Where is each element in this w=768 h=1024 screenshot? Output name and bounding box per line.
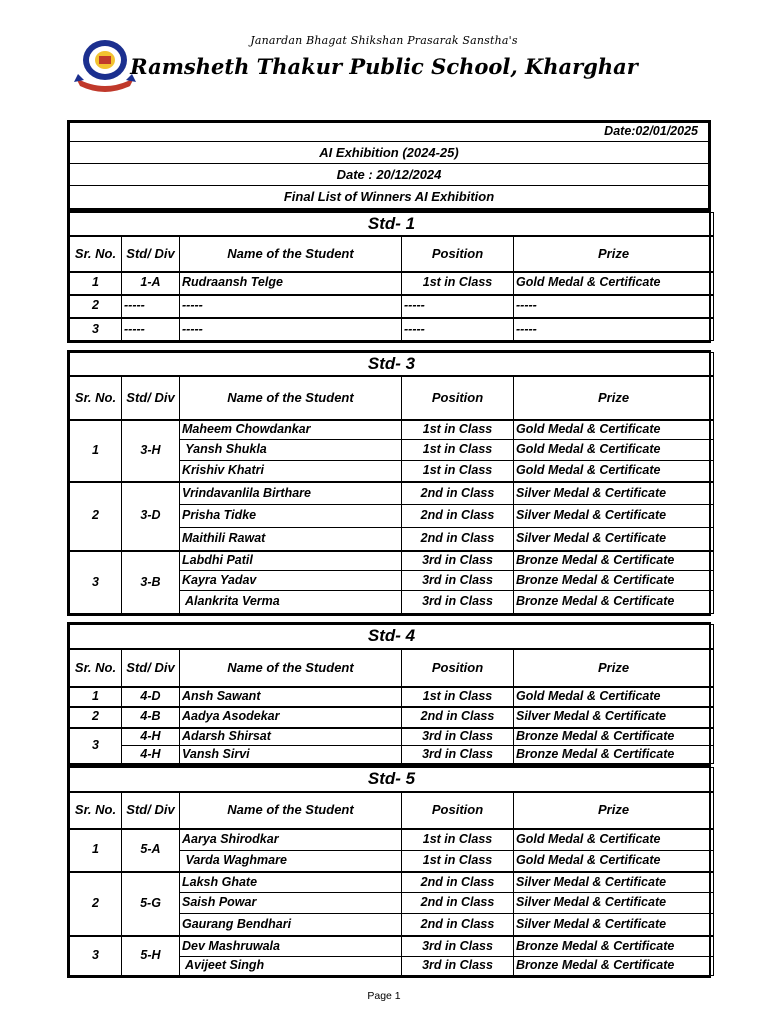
std-div: ----- (122, 318, 180, 341)
student-name: Prisha Tidke (180, 505, 402, 528)
prize: Silver Medal & Certificate (514, 872, 714, 893)
serial-number: 3 (70, 728, 122, 764)
column-header-std: Std/ Div (122, 236, 180, 272)
table-row (70, 936, 714, 957)
column-header-sr: Sr. No. (70, 376, 122, 420)
prize: Bronze Medal & Certificate (514, 571, 714, 591)
column-header-name: Name of the Student (180, 376, 402, 420)
table-row (70, 420, 714, 440)
position: 2nd in Class (402, 505, 514, 528)
column-header-name: Name of the Student (180, 649, 402, 687)
prize: Bronze Medal & Certificate (514, 957, 714, 976)
prize: Silver Medal & Certificate (514, 505, 714, 528)
section-1 (67, 210, 711, 343)
std-div: 4-H (122, 746, 180, 764)
std-div: 4-B (122, 707, 180, 728)
position: 1st in Class (402, 829, 514, 851)
winners-banner (67, 120, 711, 211)
issue-date: Date:02/01/2025 (70, 123, 709, 142)
position: 3rd in Class (402, 728, 514, 746)
position: ----- (402, 295, 514, 318)
student-name: Dev Mashruwala (180, 936, 402, 957)
serial-number: 2 (70, 482, 122, 551)
table-row (70, 687, 714, 707)
prize: ----- (514, 318, 714, 341)
section-title: Std- 1 (70, 213, 714, 236)
section-2 (67, 350, 711, 616)
serial-number: 1 (70, 272, 122, 295)
prize: Silver Medal & Certificate (514, 707, 714, 728)
prize: Bronze Medal & Certificate (514, 936, 714, 957)
section-title: Std- 3 (70, 353, 714, 376)
column-header-sr: Sr. No. (70, 649, 122, 687)
student-name: Rudraansh Telge (180, 272, 402, 295)
column-header-position: Position (402, 236, 514, 272)
position: ----- (402, 318, 514, 341)
prize: Gold Medal & Certificate (514, 440, 714, 461)
student-name: Aarya Shirodkar (180, 829, 402, 851)
std-div: 1-A (122, 272, 180, 295)
section-title: Std- 4 (70, 625, 714, 649)
position: 3rd in Class (402, 746, 514, 764)
std-div: 5-A (122, 829, 180, 872)
prize: Bronze Medal & Certificate (514, 728, 714, 746)
serial-number: 1 (70, 420, 122, 482)
std-div: 4-D (122, 687, 180, 707)
column-header-std: Std/ Div (122, 792, 180, 829)
student-name: Gaurang Bendhari (180, 914, 402, 936)
student-name: Vrindavanlila Birthare (180, 482, 402, 505)
column-header-name: Name of the Student (180, 792, 402, 829)
section-4 (67, 765, 711, 978)
student-name: Krishiv Khatri (180, 461, 402, 482)
prize: Gold Medal & Certificate (514, 687, 714, 707)
column-header-std: Std/ Div (122, 649, 180, 687)
prize: Silver Medal & Certificate (514, 528, 714, 551)
std-div: 5-H (122, 936, 180, 976)
serial-number: 1 (70, 687, 122, 707)
student-name: Maithili Rawat (180, 528, 402, 551)
column-header-prize: Prize (514, 792, 714, 829)
std-div: 5-G (122, 872, 180, 936)
serial-number: 2 (70, 707, 122, 728)
column-header-prize: Prize (514, 649, 714, 687)
table-row (70, 551, 714, 571)
serial-number: 3 (70, 551, 122, 614)
page-header (0, 0, 768, 110)
student-name: Aadya Asodekar (180, 707, 402, 728)
student-name: Varda Waghmare (180, 851, 402, 872)
table-row (70, 707, 714, 728)
position: 3rd in Class (402, 571, 514, 591)
student-name: ----- (180, 295, 402, 318)
position: 3rd in Class (402, 551, 514, 571)
prize: Silver Medal & Certificate (514, 893, 714, 914)
table-row (70, 272, 714, 295)
position: 1st in Class (402, 851, 514, 872)
student-name: Labdhi Patil (180, 551, 402, 571)
serial-number: 3 (70, 936, 122, 976)
event-title: AI Exhibition (2024-25) (70, 142, 709, 164)
column-header-std: Std/ Div (122, 376, 180, 420)
serial-number: 2 (70, 295, 122, 318)
position: 2nd in Class (402, 482, 514, 505)
position: 3rd in Class (402, 957, 514, 976)
page-number: Page 1 (367, 990, 401, 1002)
column-header-position: Position (402, 376, 514, 420)
student-name: Yansh Shukla (180, 440, 402, 461)
prize: Silver Medal & Certificate (514, 482, 714, 505)
prize: Gold Medal & Certificate (514, 272, 714, 295)
prize: Bronze Medal & Certificate (514, 746, 714, 764)
trust-name: Janardan Bhagat Shikshan Prasarak Sanstha's (250, 34, 518, 47)
column-header-sr: Sr. No. (70, 236, 122, 272)
prize: Gold Medal & Certificate (514, 851, 714, 872)
position: 1st in Class (402, 461, 514, 482)
position: 1st in Class (402, 440, 514, 461)
std-div: 4-H (122, 728, 180, 746)
prize: Gold Medal & Certificate (514, 461, 714, 482)
position: 3rd in Class (402, 591, 514, 614)
serial-number: 2 (70, 872, 122, 936)
student-name: Saish Powar (180, 893, 402, 914)
prize: Bronze Medal & Certificate (514, 551, 714, 571)
serial-number: 1 (70, 829, 122, 872)
column-header-prize: Prize (514, 376, 714, 420)
position: 2nd in Class (402, 872, 514, 893)
column-header-name: Name of the Student (180, 236, 402, 272)
serial-number: 3 (70, 318, 122, 341)
std-div: 3-D (122, 482, 180, 551)
student-name: ----- (180, 318, 402, 341)
column-header-sr: Sr. No. (70, 792, 122, 829)
student-name: Avijeet Singh (180, 957, 402, 976)
student-name: Vansh Sirvi (180, 746, 402, 764)
student-name: Ansh Sawant (180, 687, 402, 707)
std-div: 3-H (122, 420, 180, 482)
position: 1st in Class (402, 420, 514, 440)
position: 2nd in Class (402, 528, 514, 551)
prize: ----- (514, 295, 714, 318)
table-row (70, 728, 714, 746)
student-name: Adarsh Shirsat (180, 728, 402, 746)
event-date: Date : 20/12/2024 (70, 164, 709, 186)
list-title: Final List of Winners AI Exhibition (70, 186, 709, 209)
section-3 (67, 622, 711, 766)
table-row (70, 746, 714, 764)
table-row (70, 318, 714, 341)
table-row (70, 872, 714, 893)
column-header-position: Position (402, 649, 514, 687)
column-header-prize: Prize (514, 236, 714, 272)
student-name: Kayra Yadav (180, 571, 402, 591)
student-name: Laksh Ghate (180, 872, 402, 893)
position: 2nd in Class (402, 914, 514, 936)
prize: Bronze Medal & Certificate (514, 591, 714, 614)
std-div: ----- (122, 295, 180, 318)
student-name: Alankrita Verma (180, 591, 402, 614)
school-name: Ramsheth Thakur Public School, Kharghar (130, 54, 638, 79)
prize: Gold Medal & Certificate (514, 420, 714, 440)
section-title: Std- 5 (70, 768, 714, 792)
prize: Silver Medal & Certificate (514, 914, 714, 936)
table-row (70, 295, 714, 318)
position: 1st in Class (402, 687, 514, 707)
position: 3rd in Class (402, 936, 514, 957)
table-row (70, 829, 714, 851)
table-row (70, 482, 714, 505)
position: 2nd in Class (402, 707, 514, 728)
position: 1st in Class (402, 272, 514, 295)
column-header-position: Position (402, 792, 514, 829)
prize: Gold Medal & Certificate (514, 829, 714, 851)
position: 2nd in Class (402, 893, 514, 914)
std-div: 3-B (122, 551, 180, 614)
student-name: Maheem Chowdankar (180, 420, 402, 440)
